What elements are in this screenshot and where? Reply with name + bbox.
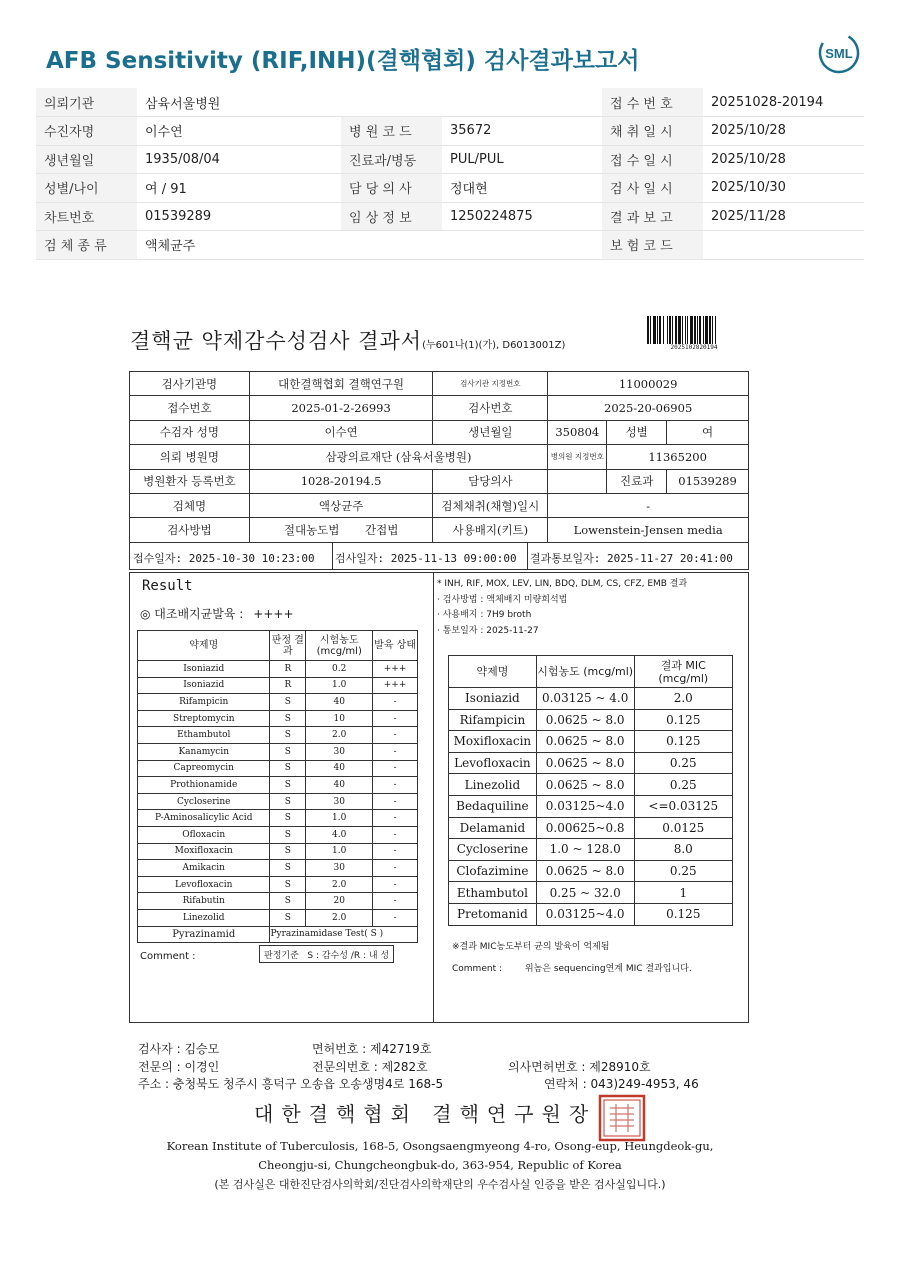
table-cell: Prothionamide (138, 777, 270, 794)
table-cell: 30 (306, 793, 373, 810)
table-cell: 0.0625 ~ 8.0 (536, 860, 634, 882)
table-cell: Capreomycin (138, 760, 270, 777)
criteria-box: 판정기준 S : 감수성 /R : 내 성 (259, 945, 394, 963)
mic-table (448, 655, 733, 926)
dob-value: 350804 (548, 420, 607, 444)
table-cell: Bedaquiline (449, 795, 537, 817)
table-row (449, 752, 733, 774)
table-cell: 1 (634, 882, 732, 904)
header-label: 차트번호 (36, 202, 137, 231)
table-cell: +++ (373, 661, 418, 678)
table-cell: - (373, 909, 418, 926)
logo-text: SML (825, 46, 853, 61)
header-label: 성별/나이 (36, 174, 137, 203)
header-value: 2025/10/28 (703, 117, 864, 146)
table-cell: 8.0 (634, 839, 732, 861)
table-row (138, 909, 418, 926)
table-cell: S (270, 727, 306, 744)
table-cell: Isoniazid (449, 688, 537, 710)
header-value: 정대현 (442, 174, 602, 203)
table-cell: P-Aminosalicylic Acid (138, 810, 270, 827)
table-cell: - (373, 876, 418, 893)
specimen-info-table (129, 371, 749, 543)
header-value: 2025/11/28 (703, 202, 864, 231)
accession-value: 2025-01-2-26993 (249, 396, 433, 420)
collect-label: 검체채취(채혈)일시 (433, 493, 548, 517)
table-cell: 0.0625 ~ 8.0 (536, 731, 634, 753)
sex-label: 성별 (607, 420, 667, 444)
table-row (138, 793, 418, 810)
table-cell: 30 (306, 743, 373, 760)
specimen-label: 검체명 (130, 493, 250, 517)
barcode (646, 316, 742, 344)
table-cell: S (270, 793, 306, 810)
dob-label: 생년월일 (433, 420, 548, 444)
table-row (138, 727, 418, 744)
header-value: 01539289 (137, 202, 341, 231)
doctor-value (548, 469, 607, 493)
table-row (138, 677, 418, 694)
header-label: 생년월일 (36, 145, 137, 174)
table-cell: Ofloxacin (138, 826, 270, 843)
scan-title: 결핵균 약제감수성검사 결과서(누601나(1)(가), D6013001Z) (130, 329, 566, 353)
name-label: 수검자 성명 (130, 420, 250, 444)
specimen-value: 액상균주 (249, 493, 433, 517)
solid-table-header: 판정 결과 (270, 631, 306, 661)
header-label: 검 체 종 류 (36, 231, 137, 260)
table-cell: 0.03125~4.0 (536, 903, 634, 925)
table-row (138, 760, 418, 777)
header-label: 접 수 번 호 (602, 88, 703, 117)
license: 면허번호 : 제42719호 (312, 1042, 432, 1056)
solid-susceptibility-table (137, 630, 418, 943)
table-cell: 0.03125~4.0 (536, 795, 634, 817)
table-cell: 2.0 (634, 688, 732, 710)
table-row (138, 826, 418, 843)
header-value: 2025/10/30 (703, 174, 864, 203)
header-label: 의뢰기관 (36, 88, 137, 117)
table-cell: S (270, 893, 306, 910)
designation-label: 검사기관 지정번호 (433, 372, 548, 396)
contact: 연락처 : 043)249-4953, 46 (544, 1077, 699, 1091)
table-cell: 0.2 (306, 661, 373, 678)
table-cell: S (270, 743, 306, 760)
mic-note: ※결과 MIC농도부터 균의 발육이 억제됨 (452, 942, 610, 952)
table-cell: 0.25 (634, 752, 732, 774)
mic-table-header: 약제명 (449, 656, 537, 688)
table-cell: Rifampicin (138, 694, 270, 711)
table-cell: S (270, 860, 306, 877)
result-label: Result (142, 578, 193, 594)
method-label: 검사방법 (130, 518, 250, 542)
header-label: 채 취 일 시 (602, 117, 703, 146)
table-row (449, 709, 733, 731)
lab-label: 검사기관명 (130, 372, 250, 396)
table-row (138, 843, 418, 860)
pza-label: Pyrazinamid (138, 926, 270, 942)
reg-value: 1028-20194.5 (249, 469, 433, 493)
specialist: 전문의 : 이경인 (138, 1060, 220, 1074)
table-row (449, 688, 733, 710)
table-cell: - (373, 826, 418, 843)
table-cell: - (373, 694, 418, 711)
header-label: 접 수 일 시 (602, 145, 703, 174)
collect-value: - (548, 493, 749, 517)
doc-license: 의사면허번호 : 제28910호 (508, 1060, 651, 1074)
table-cell: Pretomanid (449, 903, 537, 925)
doctor-label: 담당의사 (433, 469, 548, 493)
table-row (449, 860, 733, 882)
table-cell: 0.00625~0.8 (536, 817, 634, 839)
table-cell: R (270, 677, 306, 694)
sex-value: 여 (667, 420, 749, 444)
table-cell: - (373, 860, 418, 877)
official-seal-icon (598, 1094, 646, 1142)
table-cell: <=0.03125 (634, 795, 732, 817)
pza-value: Pyrazinamidase Test( S ) (270, 926, 418, 942)
table-cell: Levofloxacin (138, 876, 270, 893)
table-cell: 1.0 (306, 677, 373, 694)
table-cell: S (270, 843, 306, 860)
report-title: AFB Sensitivity (RIF,INH)(결핵협회) 검사결과보고서 (46, 48, 640, 74)
table-cell: Kanamycin (138, 743, 270, 760)
table-cell: 2.0 (306, 727, 373, 744)
table-cell: 0.25 (634, 860, 732, 882)
table-cell: S (270, 826, 306, 843)
header-label: 보 험 코 드 (602, 231, 703, 260)
header-label: 담 당 의 사 (341, 174, 442, 203)
table-cell: 0.125 (634, 709, 732, 731)
header-value: 이수연 (137, 117, 341, 146)
table-cell: 40 (306, 760, 373, 777)
dept-value: 01539289 (667, 469, 749, 493)
table-cell: 1.0 (306, 843, 373, 860)
table-cell: Rifabutin (138, 893, 270, 910)
method-value: 절대농도법 간접법 (249, 518, 433, 542)
name-value: 이수연 (249, 420, 433, 444)
english-address-1: Korean Institute of Tuberculosis, 168-5, Osongsaengmyeong 4-ro, Osong-eup, Heungdeok-gu, (166, 1139, 714, 1153)
table-cell: S (270, 777, 306, 794)
table-cell: Ethambutol (449, 882, 537, 904)
table-cell: S (270, 694, 306, 711)
header-value: 액체균주 (137, 231, 341, 260)
table-cell: S (270, 876, 306, 893)
dates-row (129, 542, 749, 570)
table-cell: - (373, 760, 418, 777)
table-cell: 30 (306, 860, 373, 877)
table-cell: Linezolid (449, 774, 537, 796)
table-row (138, 893, 418, 910)
table-cell: 20 (306, 893, 373, 910)
table-cell: Rifampicin (449, 709, 537, 731)
table-cell: - (373, 710, 418, 727)
table-cell: S (270, 810, 306, 827)
hosp-code-value: 11365200 (607, 445, 749, 469)
test-no-label: 검사번호 (433, 396, 548, 420)
reg-label: 병원환자 등록번호 (130, 469, 250, 493)
table-cell: 0.0625 ~ 8.0 (536, 774, 634, 796)
spec-license: 전문의번호 : 제282호 (312, 1060, 428, 1074)
table-cell: 0.25 (634, 774, 732, 796)
mic-header: * INH, RIF, MOX, LEV, LIN, BDQ, DLM, CS, CFZ, EMB 결과 · 검사방법 : 액체배지 미량희석법 · 사용배지 : 7H9 broth · 통보일자 : 2025-11-27 (437, 579, 688, 636)
table-cell: Cycloserine (449, 839, 537, 861)
tester: 검사자 : 김승모 (138, 1042, 220, 1056)
table-cell: 40 (306, 777, 373, 794)
table-row (138, 860, 418, 877)
table-row (449, 839, 733, 861)
table-row (449, 731, 733, 753)
table-cell: +++ (373, 677, 418, 694)
medium-value: Lowenstein-Jensen media (548, 518, 749, 542)
table-row (138, 743, 418, 760)
table-cell: Amikacin (138, 860, 270, 877)
table-cell: - (373, 893, 418, 910)
table-cell: - (373, 727, 418, 744)
control-growth: ◎ 대조배지균발육 : ++++ (140, 607, 294, 621)
lab-value: 대한결핵협회 결핵연구원 (249, 372, 433, 396)
table-cell: Levofloxacin (449, 752, 537, 774)
table-cell: - (373, 793, 418, 810)
table-cell: 1.0 ~ 128.0 (536, 839, 634, 861)
table-cell: Moxifloxacin (138, 843, 270, 860)
table-cell: 10 (306, 710, 373, 727)
table-cell: S (270, 760, 306, 777)
table-cell: Isoniazid (138, 677, 270, 694)
header-label: 결 과 보 고 (602, 202, 703, 231)
table-cell: 0.125 (634, 731, 732, 753)
header-value: 35672 (442, 117, 602, 146)
table-cell: - (373, 743, 418, 760)
table-row (449, 882, 733, 904)
certification-note: (본 검사실은 대한진단검사의학회/진단검사의학재단의 우수검사실 인증을 받은 검사실입니다.) (214, 1178, 666, 1191)
mic-table-header: 시험농도 (mcg/ml) (536, 656, 634, 688)
received-date: 접수일자: 2025-10-30 10:23:00 (133, 552, 315, 565)
header-label: 수진자명 (36, 117, 137, 146)
table-cell: 0.03125 ~ 4.0 (536, 688, 634, 710)
table-cell: Isoniazid (138, 661, 270, 678)
table-cell: 0.0125 (634, 817, 732, 839)
header-label: 임 상 정 보 (341, 202, 442, 231)
header-value: 20251028-20194 (703, 88, 864, 117)
table-row (138, 661, 418, 678)
table-cell: Linezolid (138, 909, 270, 926)
address: 주소 : 충청북도 청주시 흥덕구 오송읍 오송생명4로 168-5 (138, 1077, 444, 1091)
table-cell: Clofazimine (449, 860, 537, 882)
table-row (449, 795, 733, 817)
hosp-code-label: 병의원 지정번호 (548, 445, 607, 469)
table-cell: 4.0 (306, 826, 373, 843)
reported-date: 결과통보일자: 2025-11-27 20:41:00 (530, 552, 733, 565)
table-cell: R (270, 661, 306, 678)
hospital-value: 삼광의료재단 (삼육서울병원) (249, 445, 547, 469)
table-cell: Moxifloxacin (449, 731, 537, 753)
table-cell: 0.0625 ~ 8.0 (536, 752, 634, 774)
table-cell: Delamanid (449, 817, 537, 839)
mic-table-header: 결과 MIC (mcg/ml) (634, 656, 732, 688)
header-label: 검 사 일 시 (602, 174, 703, 203)
table-row (138, 876, 418, 893)
dept-label: 진료과 (607, 469, 667, 493)
designation-value: 11000029 (548, 372, 749, 396)
medium-label: 사용배지(키트) (433, 518, 548, 542)
table-row (138, 810, 418, 827)
left-comment: Comment : (140, 951, 196, 962)
header-value: 1250224875 (442, 202, 602, 231)
header-label: 병 원 코 드 (341, 117, 442, 146)
solid-table-header: 시험농도 (mcg/ml) (306, 631, 373, 661)
table-cell: Streptomycin (138, 710, 270, 727)
solid-table-header: 약제명 (138, 631, 270, 661)
table-cell: - (373, 843, 418, 860)
table-cell: Ethambutol (138, 727, 270, 744)
table-row (449, 903, 733, 925)
table-cell: 0.0625 ~ 8.0 (536, 709, 634, 731)
test-no-value: 2025-20-06905 (548, 396, 749, 420)
table-cell: 0.25 ~ 32.0 (536, 882, 634, 904)
hospital-label: 의뢰 병원명 (130, 445, 250, 469)
table-cell: 2.0 (306, 909, 373, 926)
table-row (449, 817, 733, 839)
table-row (138, 710, 418, 727)
english-address-2: Cheongju-si, Chungcheongbuk-do, 363-954, Republic of Korea (258, 1158, 622, 1172)
table-cell: S (270, 710, 306, 727)
table-row (449, 774, 733, 796)
table-cell: 1.0 (306, 810, 373, 827)
pyrazinamide-row (138, 926, 418, 942)
table-cell: 40 (306, 694, 373, 711)
header-value: 삼육서울병원 (137, 88, 341, 117)
table-cell: 2.0 (306, 876, 373, 893)
barcode-number: 2025102820194 (670, 344, 718, 351)
mic-comment: Comment : 위놈은 sequencing연계 MIC 결과입니다. (452, 964, 692, 974)
table-row (138, 694, 418, 711)
header-value: 1935/08/04 (137, 145, 341, 174)
table-cell: - (373, 777, 418, 794)
solid-table-header: 발육 상태 (373, 631, 418, 661)
header-label: 진료과/병동 (341, 145, 442, 174)
tested-date: 검사일자: 2025-11-13 09:00:00 (335, 552, 517, 565)
institute-name: 대한결핵협회 결핵연구원장 (254, 1102, 597, 1126)
table-cell: Cycloserine (138, 793, 270, 810)
table-cell: - (373, 810, 418, 827)
header-value: PUL/PUL (442, 145, 602, 174)
table-cell: S (270, 909, 306, 926)
header-value: 여 / 91 (137, 174, 341, 203)
accession-label: 접수번호 (130, 396, 250, 420)
header-value: 2025/10/28 (703, 145, 864, 174)
table-cell: 0.125 (634, 903, 732, 925)
table-row (138, 777, 418, 794)
